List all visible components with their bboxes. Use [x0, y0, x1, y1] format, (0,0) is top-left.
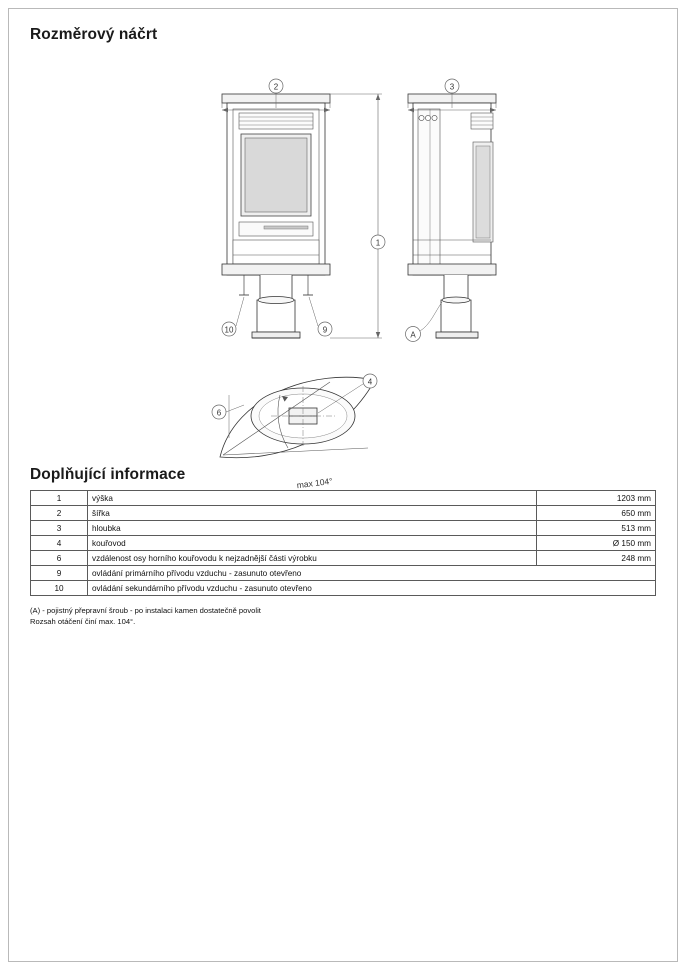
table-row — [31, 551, 656, 566]
row-value: 1203 mm — [537, 491, 656, 506]
row-value: 513 mm — [537, 521, 656, 536]
row-number: 10 — [31, 581, 88, 596]
info-section-title: Doplňující informace — [30, 466, 186, 483]
footnote-line-1: (A) - pojistný přepravní šroub - po instalaci kamen dostatečně povolit — [30, 606, 261, 615]
row-value: 650 mm — [537, 506, 656, 521]
row-number: 9 — [31, 566, 88, 581]
table-row — [31, 491, 656, 506]
table-row — [31, 581, 656, 596]
row-number: 6 — [31, 551, 88, 566]
table-row — [31, 506, 656, 521]
table-row — [31, 566, 656, 581]
row-number: 2 — [31, 506, 88, 521]
page-content — [30, 26, 656, 627]
table-row — [31, 536, 656, 551]
row-number: 3 — [31, 521, 88, 536]
svg-text:A: A — [410, 330, 416, 340]
row-description: vzdálenost osy horního kouřovodu k nejzadnější části výrobku — [88, 551, 537, 566]
page-title: Rozměrový náčrt — [30, 26, 158, 43]
svg-text:6: 6 — [216, 408, 222, 418]
info-table-body — [31, 491, 656, 596]
svg-text:2: 2 — [273, 82, 279, 92]
info-table — [30, 490, 656, 596]
row-value: Ø 150 mm — [537, 536, 656, 551]
row-number: 4 — [31, 536, 88, 551]
row-value: 248 mm — [537, 551, 656, 566]
svg-text:3: 3 — [449, 82, 455, 92]
table-row — [31, 521, 656, 536]
row-description: šířka — [88, 506, 537, 521]
row-description: ovládání sekundárního přívodu vzduchu - zasunuto otevřeno — [88, 581, 656, 596]
row-description: hloubka — [88, 521, 537, 536]
row-description: ovládání primárního přívodu vzduchu - zasunuto otevřeno — [88, 566, 656, 581]
svg-text:9: 9 — [322, 325, 328, 335]
footnotes — [30, 605, 656, 627]
row-description: kouřovod — [88, 536, 537, 551]
row-description: výška — [88, 491, 537, 506]
row-number: 1 — [31, 491, 88, 506]
svg-text:10: 10 — [224, 325, 234, 335]
svg-text:1: 1 — [375, 238, 381, 248]
svg-text:max 104°: max 104° — [296, 475, 334, 491]
svg-text:4: 4 — [367, 377, 373, 387]
footnote-line-2: Rozsah otáčení činí max. 104°. — [30, 617, 136, 626]
